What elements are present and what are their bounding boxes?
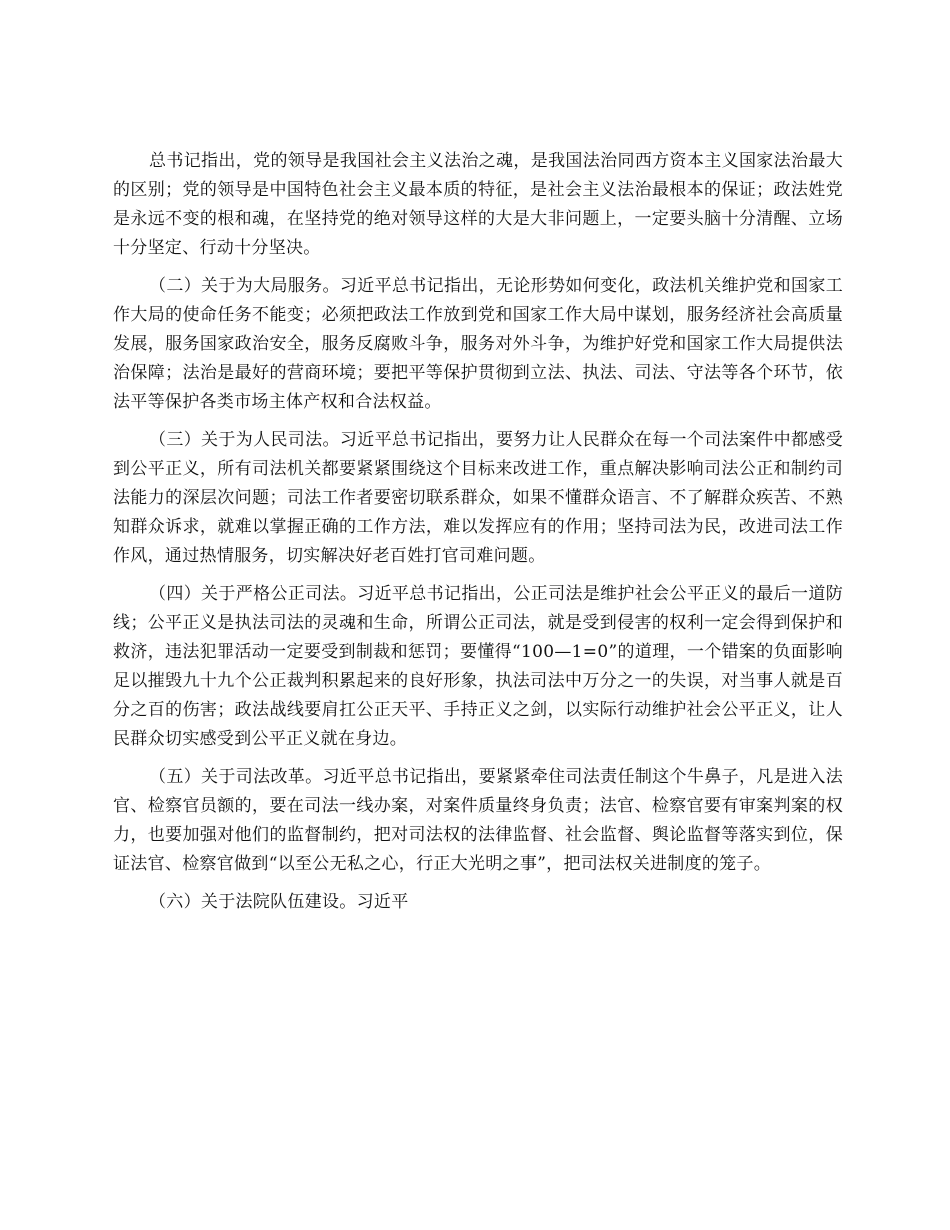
paragraph-court-team-building: （六）关于法院队伍建设。习近平 bbox=[149, 892, 409, 912]
paragraph-serve-overall: （二）关于为大局服务。习近平总书记指出，无论形势如何变化，政法机关维护党和国家工作大局的使命任务不能变；必须把政法工作放到党和国家工作大局中谋划，服务经济社会高质量发展，服务国家政治安全，服务反腐败斗争，服务对外斗争，为维护好党和国家工作大局提供法治保障；法治是最好的营商环境；要把平等保护贯彻到立法、执法、司法、守法等各个环节，依法平等保护各类市场主体产权和合法权益。 bbox=[113, 276, 843, 412]
paragraph-judicial-reform: （五）关于司法改革。习近平总书记指出，要紧紧牵住司法责任制这个牛鼻子，凡是进入法官、检察官员额的，要在司法一线办案，对案件质量终身负责；法官、检察官要有审案判案的权力，也要加强对他们的监督制约，把对司法权的法律监督、社会监督、舆论监督等落实到位，保证法官、检察官做到“以至公无私之心，行正大光明之事”，把司法权关进制度的笼子。 bbox=[113, 767, 843, 874]
paragraph-party-leadership: 总书记指出，党的领导是我国社会主义法治之魂，是我国法治同西方资本主义国家法治最大的区别；党的领导是中国特色社会主义最本质的特征，是社会主义法治最根本的保证；政法姓党是永远不变的根和魂，在坚持党的绝对领导这样的大是大非问题上，一定要头脑十分清醒、立场十分坚定、行动十分坚决。 bbox=[113, 151, 843, 258]
paragraph-justice-for-people: （三）关于为人民司法。习近平总书记指出，要努力让人民群众在每一个司法案件中都感受到公平正义，所有司法机关都要紧紧围绕这个目标来改进工作，重点解决影响司法公正和制约司法能力的深层次问题；司法工作者要密切联系群众，如果不懂群众语言、不了解群众疾苦、不熟知群众诉求，就难以掌握正确的工作方法，难以发挥应有的作用；坚持司法为民，改进司法工作作风，通过热情服务，切实解决好老百姓打官司难问题。 bbox=[113, 430, 843, 566]
document-body bbox=[113, 147, 843, 926]
paragraph-strict-fair-justice: （四）关于严格公正司法。习近平总书记指出，公正司法是维护社会公平正义的最后一道防线；公平正义是执法司法的灵魂和生命，所谓公正司法，就是受到侵害的权利一定会得到保护和救济，违法犯罪活动一定要受到制裁和惩罚；要懂得“100—1=0”的道理，一个错案的负面影响足以摧毁九十九个公正裁判积累起来的良好形象，执法司法中万分之一的失误，对当事人就是百分之百的伤害；政法战线要肩扛公正天平、手持正义之剑，以实际行动维护社会公平正义，让人民群众切实感受到公平正义就在身边。 bbox=[113, 584, 843, 749]
